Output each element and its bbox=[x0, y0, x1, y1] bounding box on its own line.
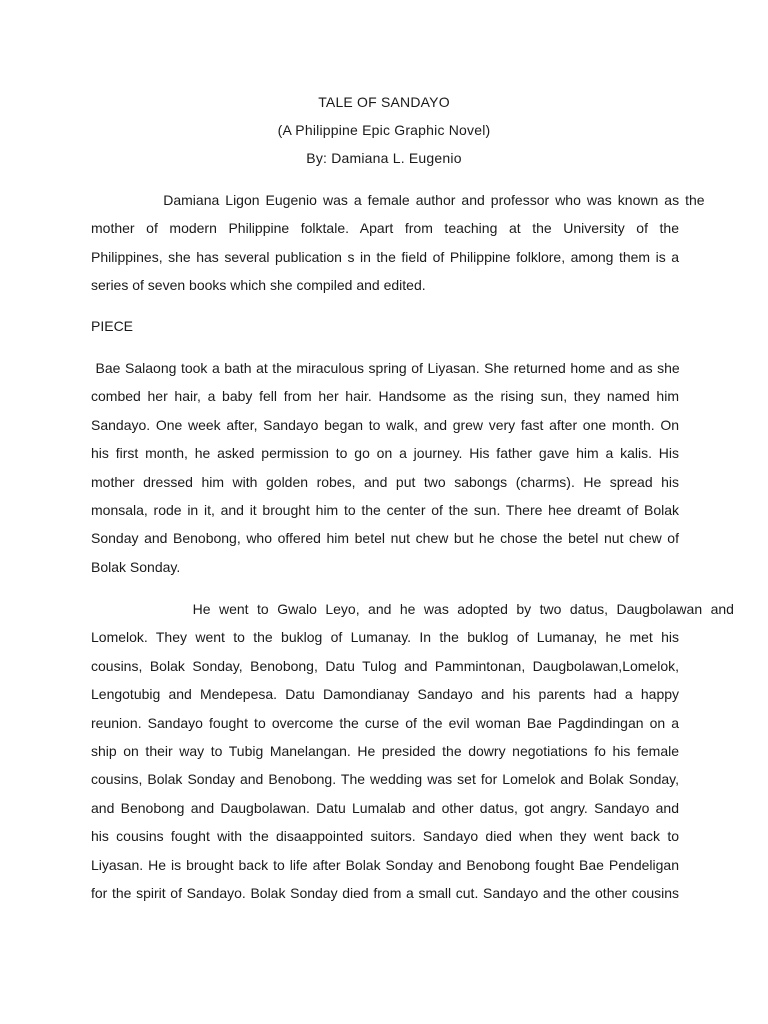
story-paragraph-1 bbox=[91, 354, 679, 581]
text-line: He went to Gwalo Leyo, and he was adopted by two datus, Daugbolawan and bbox=[91, 601, 734, 617]
text-line: series of seven books which she compiled and edited. bbox=[91, 277, 426, 294]
text-line: mother of modern Philippine folktale. Apart from teaching at the University of the bbox=[91, 220, 679, 237]
section-heading: PIECE bbox=[91, 318, 134, 334]
text-line: Bae Salaong took a bath at the miraculous spring of Liyasan. She returned home and as she bbox=[91, 360, 680, 376]
text-line: reunion. Sandayo fought to overcome the curse of the evil woman Bae Pagdindingan on a bbox=[91, 714, 680, 731]
text-line: monsala, rode in it, and it brought him to the center of the sun. There hee dreamt of Bolak bbox=[91, 501, 679, 518]
text-line: combed her hair, a baby fell from her hair. Handsome as the rising sun, they named him bbox=[91, 388, 679, 405]
intro-paragraph bbox=[91, 186, 705, 300]
text-line: Lengotubig and Mendepesa. Datu Damondianay Sandayo and his parents had a happy bbox=[91, 686, 680, 703]
title-block bbox=[0, 88, 768, 172]
document-byline: By: Damiana L. Eugenio bbox=[306, 150, 462, 166]
text-line: cousins, Bolak Sonday, Benobong, Datu Tulog and Pammintonan, Daugbolawan,Lomelok, bbox=[91, 657, 679, 674]
text-line: his first month, he asked permission to go on a journey. His father gave him a kalis. His bbox=[91, 445, 680, 462]
text-line: Liyasan. He is brought back to life after Bolak Sonday and Benobong fought Bae Pendeligan bbox=[91, 856, 679, 873]
text-line: Sonday and Benobong, who offered him betel nut chew but he chose the betel nut chew of bbox=[91, 530, 679, 547]
text-line: his cousins fought with the disaappointed suitors. Sandayo died when they went back to bbox=[91, 828, 679, 845]
text-line: for the spirit of Sandayo. Bolak Sonday died from a small cut. Sandayo and the other cousins bbox=[91, 884, 680, 901]
story-paragraph-2 bbox=[91, 595, 734, 907]
text-line: ship on their way to Tubig Manelangan. He presided the dowry negotiations fo his female bbox=[91, 742, 680, 759]
text-line: mother dressed him with golden robes, and put two sabongs (charms). He spread his bbox=[91, 473, 680, 490]
text-line: Sandayo. One week after, Sandayo began to walk, and grew very fast after one month. On bbox=[91, 416, 679, 433]
text-line: Philippines, she has several publication s in the field of Philippine folklore, among them is a bbox=[91, 248, 680, 265]
text-line: cousins, Bolak Sonday and Benobong. The wedding was set for Lomelok and Bolak Sonday, bbox=[91, 771, 680, 788]
text-line: Lomelok. They went to the buklog of Lumanay. In the buklog of Lumanay, he met his bbox=[91, 629, 680, 646]
text-line: and Benobong and Daugbolawan. Datu Lumalab and other datus, got angry. Sandayo and bbox=[91, 799, 679, 816]
document-subtitle: (A Philippine Epic Graphic Novel) bbox=[277, 122, 491, 138]
text-line: Bolak Sonday. bbox=[91, 558, 181, 575]
text-line: Damiana Ligon Eugenio was a female author and professor who was known as the bbox=[91, 192, 705, 208]
document-title: TALE OF SANDAYO bbox=[318, 94, 450, 110]
